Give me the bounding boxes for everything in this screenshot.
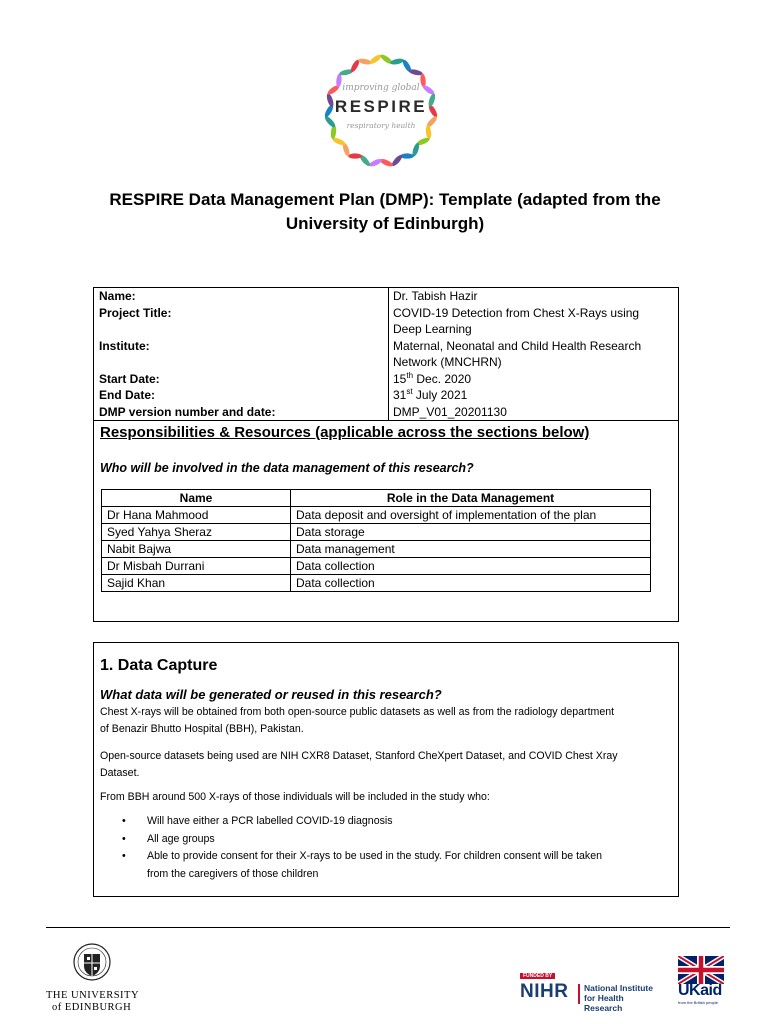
person-name: Sajid Khan bbox=[102, 575, 291, 592]
capture-paragraph-1 bbox=[100, 704, 674, 738]
ukaid-subtitle: from the British people bbox=[678, 1000, 719, 1005]
university-of-edinburgh-logo bbox=[46, 940, 156, 1020]
meta-row-project bbox=[94, 305, 678, 338]
logo-tagline-bottom: respiratory health bbox=[346, 121, 416, 130]
wreath-leaf bbox=[390, 58, 405, 66]
document-title-line2: University of Edinburgh) bbox=[285, 214, 485, 233]
data-capture-section bbox=[93, 642, 679, 897]
ukaid-wordmark: UKaid bbox=[678, 982, 722, 999]
table-row bbox=[102, 575, 651, 592]
start-suffix: th bbox=[406, 370, 414, 380]
institute-label: Institute: bbox=[94, 338, 389, 371]
person-role: Data collection bbox=[291, 558, 651, 575]
nihr-name-line2: for Health Research bbox=[584, 993, 624, 1013]
responsibilities-heading: Responsibilities & Resources (applicable across the sections below) bbox=[100, 424, 590, 441]
list-item bbox=[100, 831, 674, 849]
edinburgh-crest-icon bbox=[72, 940, 112, 988]
person-name: Dr Misbah Durrani bbox=[102, 558, 291, 575]
capture-p1-line2: of Benazir Bhutto Hospital (BBH), Pakistan. bbox=[100, 723, 304, 735]
start-day: 15 bbox=[393, 371, 407, 386]
wreath-leaf bbox=[427, 93, 436, 108]
uoe-name-line1: THE UNIVERSITY bbox=[46, 990, 140, 1001]
data-capture-heading: 1. Data Capture bbox=[100, 657, 218, 674]
responsibilities-section bbox=[93, 420, 679, 622]
institute-line2: Network (MNCHRN) bbox=[393, 355, 502, 369]
footer-divider bbox=[46, 927, 730, 928]
person-name: Nabit Bajwa bbox=[102, 541, 291, 558]
capture-p2-line1: Open-source datasets being used are NIH CXR8 Dataset, Stanford CheXpert Dataset, and COVID Chest Xray bbox=[100, 750, 618, 762]
list-item-text: from the caregivers of those children bbox=[147, 867, 319, 880]
start-rest: Dec. 2020 bbox=[413, 371, 472, 386]
meta-row-institute bbox=[94, 338, 678, 371]
list-item-continuation bbox=[100, 866, 674, 884]
wreath-leaf bbox=[348, 153, 362, 158]
table-row bbox=[102, 524, 651, 541]
project-title-value bbox=[389, 305, 678, 338]
nihr-full-name bbox=[584, 983, 660, 1013]
person-role: Data deposit and oversight of implementation of the plan bbox=[291, 507, 651, 524]
capture-paragraph-3: From BBH around 500 X-rays of those individuals will be included in the study who: bbox=[100, 791, 490, 803]
institute-value bbox=[389, 338, 678, 371]
capture-p1-line1: Chest X-rays will be obtained from both open-source public datasets as well as from the radiology department bbox=[100, 706, 615, 718]
end-date-label: End Date: bbox=[94, 387, 389, 404]
nihr-logo bbox=[520, 973, 660, 1013]
end-date-value bbox=[389, 387, 678, 404]
person-name: Dr Hana Mahmood bbox=[102, 507, 291, 524]
project-title-line2: Deep Learning bbox=[393, 322, 472, 336]
start-date-value bbox=[389, 371, 678, 388]
meta-row-end bbox=[94, 387, 678, 404]
column-role-header: Role in the Data Management bbox=[291, 490, 651, 507]
name-value: Dr. Tabish Hazir bbox=[393, 289, 478, 303]
column-name-header: Name bbox=[102, 490, 291, 507]
end-suffix: st bbox=[406, 387, 413, 396]
version-value: DMP_V01_20201130 bbox=[393, 404, 507, 419]
wreath-leaf bbox=[379, 157, 394, 167]
meta-row-version bbox=[94, 404, 678, 421]
union-flag-icon bbox=[678, 956, 724, 984]
end-day: 31 bbox=[393, 388, 407, 402]
data-capture-question: What data will be generated or reused in this research? bbox=[100, 687, 442, 702]
wreath-leaf bbox=[368, 157, 383, 167]
ukaid-logo bbox=[678, 956, 724, 1006]
people-table-header bbox=[102, 490, 651, 507]
list-item-text: Able to provide consent for their X-rays to be used in the study. For children consent will be taken bbox=[147, 850, 602, 862]
capture-criteria-list bbox=[100, 813, 674, 883]
wreath-leaf bbox=[425, 125, 432, 139]
project-title-line1: COVID-19 Detection from Chest X-Rays using bbox=[393, 305, 640, 320]
table-row bbox=[102, 507, 651, 524]
document-title-line1: RESPIRE Data Management Plan (DMP): Template (adapted from the bbox=[109, 190, 661, 209]
uoe-name-line2: of EDINBURGH bbox=[52, 1002, 132, 1013]
wreath-leaf bbox=[368, 53, 382, 65]
list-item-text: All age groups bbox=[147, 832, 215, 845]
wreath-leaf bbox=[326, 93, 335, 108]
capture-p2-line2: Dataset. bbox=[100, 767, 140, 779]
nihr-wordmark: NIHR bbox=[520, 981, 569, 1002]
respire-wreath-icon bbox=[318, 48, 444, 174]
bullet-icon: • bbox=[122, 832, 126, 845]
logo-tagline-top: improving global bbox=[342, 83, 420, 93]
list-item bbox=[100, 813, 674, 831]
table-row bbox=[102, 541, 651, 558]
person-role: Data storage bbox=[291, 524, 651, 541]
document-title bbox=[60, 188, 710, 236]
nihr-name-line1: National Institute bbox=[584, 983, 653, 993]
people-table bbox=[101, 489, 651, 592]
bullet-icon: • bbox=[122, 815, 126, 827]
person-role: Data collection bbox=[291, 575, 651, 592]
person-name: Syed Yahya Sheraz bbox=[102, 524, 291, 541]
name-label: Name: bbox=[94, 288, 389, 305]
start-date-label: Start Date: bbox=[94, 371, 389, 388]
institute-line1: Maternal, Neonatal and Child Health Research bbox=[393, 338, 642, 353]
nihr-funded-tag: FUNDED BY bbox=[520, 973, 555, 979]
bullet-icon: • bbox=[122, 850, 126, 862]
capture-paragraph-2 bbox=[100, 748, 674, 782]
person-role: Data management bbox=[291, 541, 651, 558]
logo-name: RESPIRE bbox=[334, 97, 428, 116]
project-info-table bbox=[93, 287, 679, 420]
responsibilities-question: Who will be involved in the data management of this research? bbox=[100, 461, 474, 475]
end-rest: July 2021 bbox=[412, 388, 468, 402]
table-row bbox=[102, 558, 651, 575]
meta-row-name bbox=[94, 288, 678, 305]
project-title-label: Project Title: bbox=[94, 305, 389, 338]
version-label: DMP version number and date: bbox=[94, 404, 389, 421]
list-item-text: Will have either a PCR labelled COVID-19 diagnosis bbox=[147, 815, 393, 827]
nihr-separator bbox=[578, 984, 580, 1004]
meta-row-start bbox=[94, 371, 678, 388]
list-item bbox=[100, 848, 674, 866]
respire-logo bbox=[318, 48, 444, 174]
